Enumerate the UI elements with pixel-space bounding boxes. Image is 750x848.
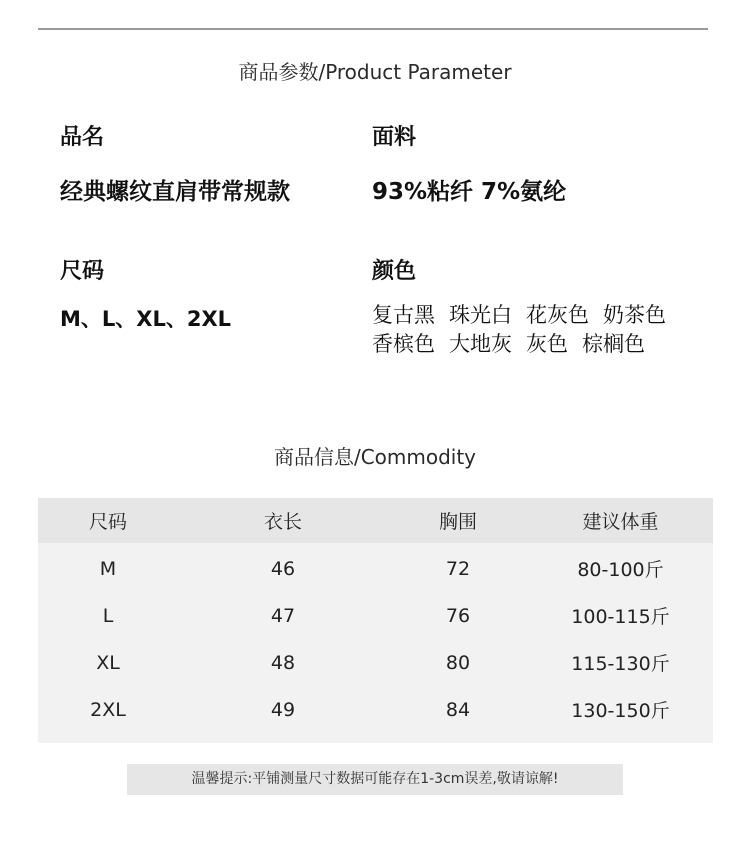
color-item: 花灰色 [526,303,589,327]
table-row [38,545,713,592]
size-label: 尺码 [60,259,105,284]
table-row [38,592,713,639]
header-length: 衣长 [263,511,302,533]
cell-bust: 76 [445,604,471,627]
top-divider [38,28,708,30]
cell-length: 47 [270,604,296,627]
cell-weight: 130-150斤 [571,700,670,722]
color-item: 灰色 [526,332,568,356]
cell-size: XL [96,651,120,674]
cell-size: M [99,557,117,580]
commodity-title: 商品信息/Commodity [273,445,477,469]
header-size: 尺码 [88,511,127,533]
table-row [38,639,713,686]
cell-size: L [102,604,114,627]
product-parameter-title: 商品参数/Product Parameter [238,60,512,84]
cell-weight: 80-100斤 [577,559,664,581]
header-bust: 胸围 [438,511,477,533]
param-fabric [372,120,566,206]
cell-length: 49 [270,698,296,721]
param-size [60,254,231,333]
header-weight: 建议体重 [582,511,659,533]
cell-length: 48 [270,651,296,674]
color-item: 棕榈色 [582,332,645,356]
cell-bust: 84 [445,698,471,721]
fabric-label: 面料 [372,125,417,150]
color-item: 珠光白 [449,303,512,327]
color-item: 复古黑 [372,303,435,327]
cell-bust: 80 [445,651,471,674]
name-label: 品名 [60,125,105,150]
color-item: 奶茶色 [603,303,666,327]
cell-bust: 72 [445,557,471,580]
table-row [38,686,713,733]
param-name [60,120,290,206]
cell-weight: 100-115斤 [571,606,670,628]
measurement-note: 温馨提示:平铺测量尺寸数据可能存在1-3cm误差,敬请谅解! [127,764,623,795]
cell-size: 2XL [90,698,126,721]
color-label: 颜色 [372,259,417,284]
cell-weight: 115-130斤 [571,653,670,675]
name-value: 经典螺纹直肩带常规款 [60,179,290,205]
fabric-value: 93%粘纤 7%氨纶 [372,179,567,205]
size-table [38,498,713,743]
cell-length: 46 [270,557,296,580]
color-item: 香槟色 [372,332,435,356]
param-color [372,254,732,359]
color-item: 大地灰 [449,332,512,356]
color-list [372,301,732,359]
size-value: M、L、XL、2XL [60,307,232,331]
table-body [38,543,713,733]
table-header [38,498,713,543]
product-parameters [60,120,730,370]
